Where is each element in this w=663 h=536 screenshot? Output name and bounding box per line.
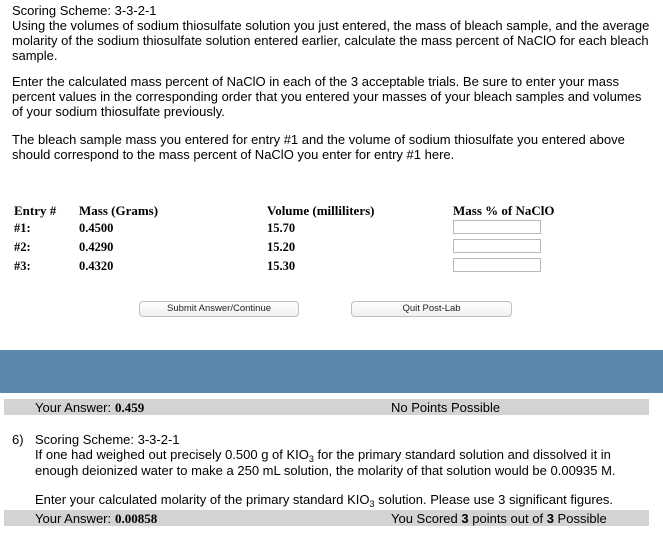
q5-scoring-scheme: Scoring Scheme: 3-3-2-1 [12, 3, 157, 18]
header-entry: Entry # [14, 203, 57, 218]
row-3-mass-percent-input[interactable] [453, 258, 541, 272]
q6-number: 6) [12, 432, 24, 447]
q6-score: You Scored 3 points out of 3 Possible [391, 511, 607, 526]
row-1-mass: 0.4500 [79, 221, 114, 235]
q6-answer-value: 0.00858 [115, 511, 158, 526]
q5-enter-text: Enter the calculated mass percent of NaClO in each of the 3 acceptable trials. Be sure to enter your mass percent values in the corresponding order that you entered your masses of your bleach samples and volumes of your sodium thiosulfate previously. [12, 74, 642, 119]
q6-answer-bar [4, 510, 649, 526]
q5-answer-bar [4, 399, 649, 415]
q6-line-1: If one had weighed out precisely 0.500 g of $KIO_3$ for the primary standard solution and dissolved it in [35, 447, 611, 464]
row-1-mass-percent-input[interactable] [453, 220, 541, 234]
header-mass-percent: Mass % of NaClO [453, 203, 555, 218]
q5-entry-note: The bleach sample mass you entered for entry #1 and the volume of sodium thiosulfate you entered above should correspond to the mass percent of NaClO you enter for entry #1 here. [12, 132, 625, 162]
row-2-entry: #2: [14, 240, 31, 254]
row-1-entry: #1: [14, 221, 31, 235]
row-3-entry: #3: [14, 259, 31, 273]
row-2-mass: 0.4290 [79, 240, 114, 254]
q6-line-2: enough deionized water to make a 250 mL solution, the molarity of that solution would be 0.00935 M. [35, 463, 616, 478]
row-3-mass: 0.4320 [79, 259, 114, 273]
row-1-volume: 15.70 [267, 221, 296, 235]
section-divider-band [0, 350, 663, 393]
row-3-volume: 15.30 [267, 259, 296, 273]
q6-enter-subscript: 3 [369, 499, 375, 509]
q5-instructions: Using the volumes of sodium thiosulfate solution you just entered, the mass of bleach sample, and the average molarity of the sodium thiosulfate solution entered earlier, calculate the mass percent of NaClO for each bleach sample. [12, 18, 650, 63]
q6-scoring-scheme: Scoring Scheme: 3-3-2-1 [35, 432, 180, 447]
q6-line-1-subscript: 3 [308, 454, 314, 464]
header-mass: Mass (Grams) [79, 203, 159, 218]
q5-answer-value: 0.459 [115, 400, 145, 415]
submit-answer-button[interactable]: Submit Answer/Continue [139, 301, 299, 317]
q6-enter-text: Enter your calculated molarity of the primary standard $KIO_3$ solution. Please use 3 significant figures. [35, 492, 614, 509]
q5-status: No Points Possible [391, 400, 501, 415]
row-2-mass-percent-input[interactable] [453, 239, 541, 253]
header-volume: Volume (milliliters) [267, 203, 375, 218]
q5-answer-label: Your Answer: [35, 400, 112, 415]
row-2-volume: 15.20 [267, 240, 296, 254]
q6-answer-label: Your Answer: [35, 511, 112, 526]
quit-post-lab-button[interactable]: Quit Post-Lab [351, 301, 512, 317]
